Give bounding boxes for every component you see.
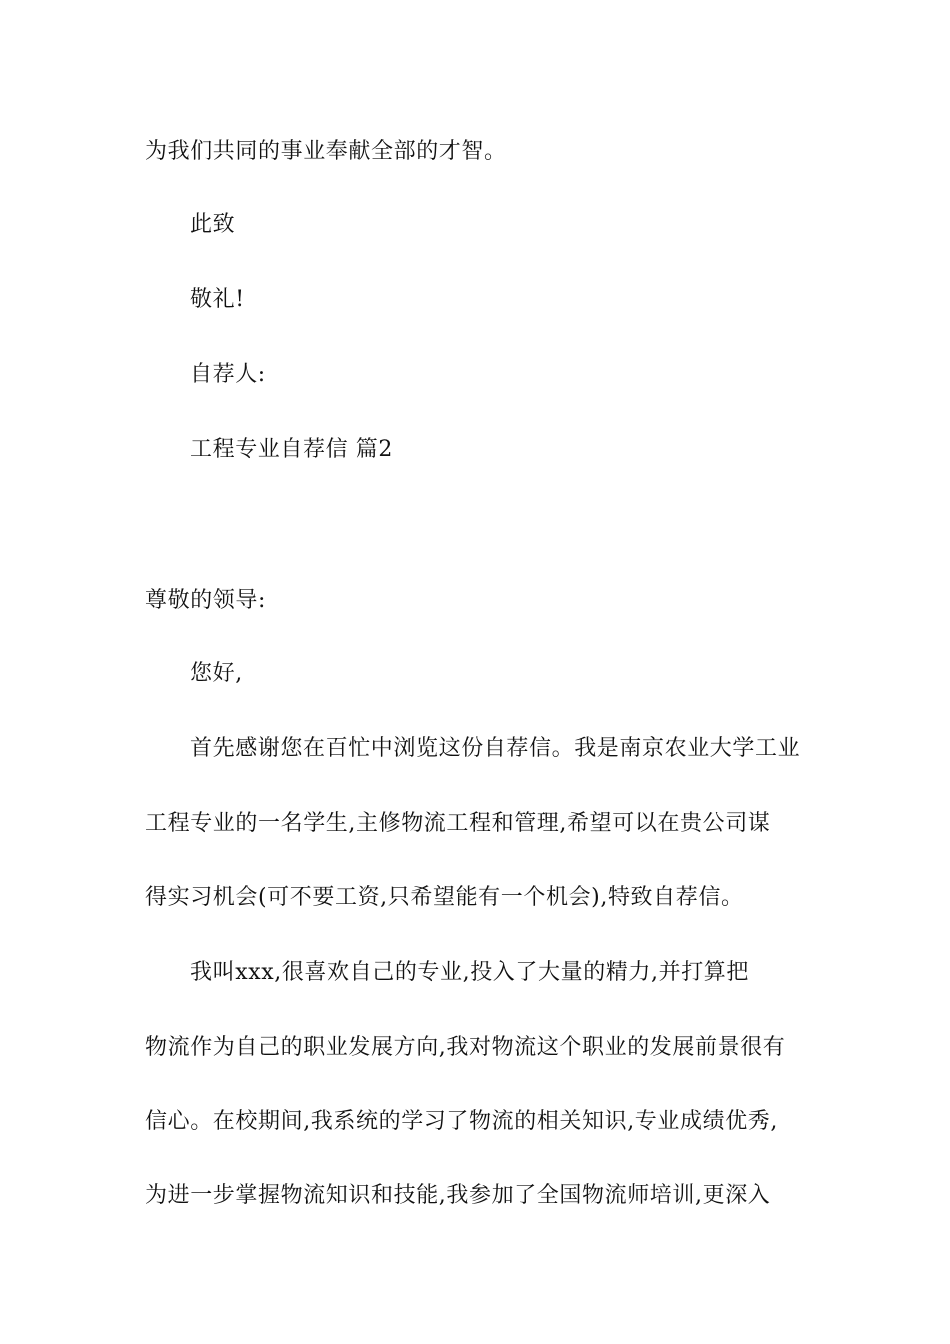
greeting-hello: 您好, [190,661,243,686]
closing-salutation: 此致 [190,212,236,237]
paragraph-line: 首先感谢您在百忙中浏览这份自荐信。我是南京农业大学工业 [190,736,801,761]
paragraph-line: 物流作为自己的职业发展方向,我对物流这个职业的发展前景很有 [145,1035,786,1060]
paragraph-line: 信心。在校期间,我系统的学习了物流的相关知识,专业成绩优秀, [145,1109,778,1134]
paragraph-line: 为我们共同的事业奉献全部的才智。 [145,139,507,164]
greeting-recipient: 尊敬的领导: [145,588,267,613]
signature-label: 自荐人: [190,362,266,387]
paragraph-line: 工程专业的一名学生,主修物流工程和管理,希望可以在贵公司谋 [145,811,771,836]
section-heading: 工程专业自荐信 篇2 [190,437,393,462]
paragraph-line: 得实习机会(可不要工资,只希望能有一个机会),特致自荐信。 [145,885,744,910]
paragraph-line: 为进一步掌握物流知识和技能,我参加了全国物流师培训,更深入 [145,1183,771,1208]
closing-regards: 敬礼! [190,287,245,312]
paragraph-line: 我叫xxx,很喜欢自己的专业,投入了大量的精力,并打算把 [190,960,750,985]
